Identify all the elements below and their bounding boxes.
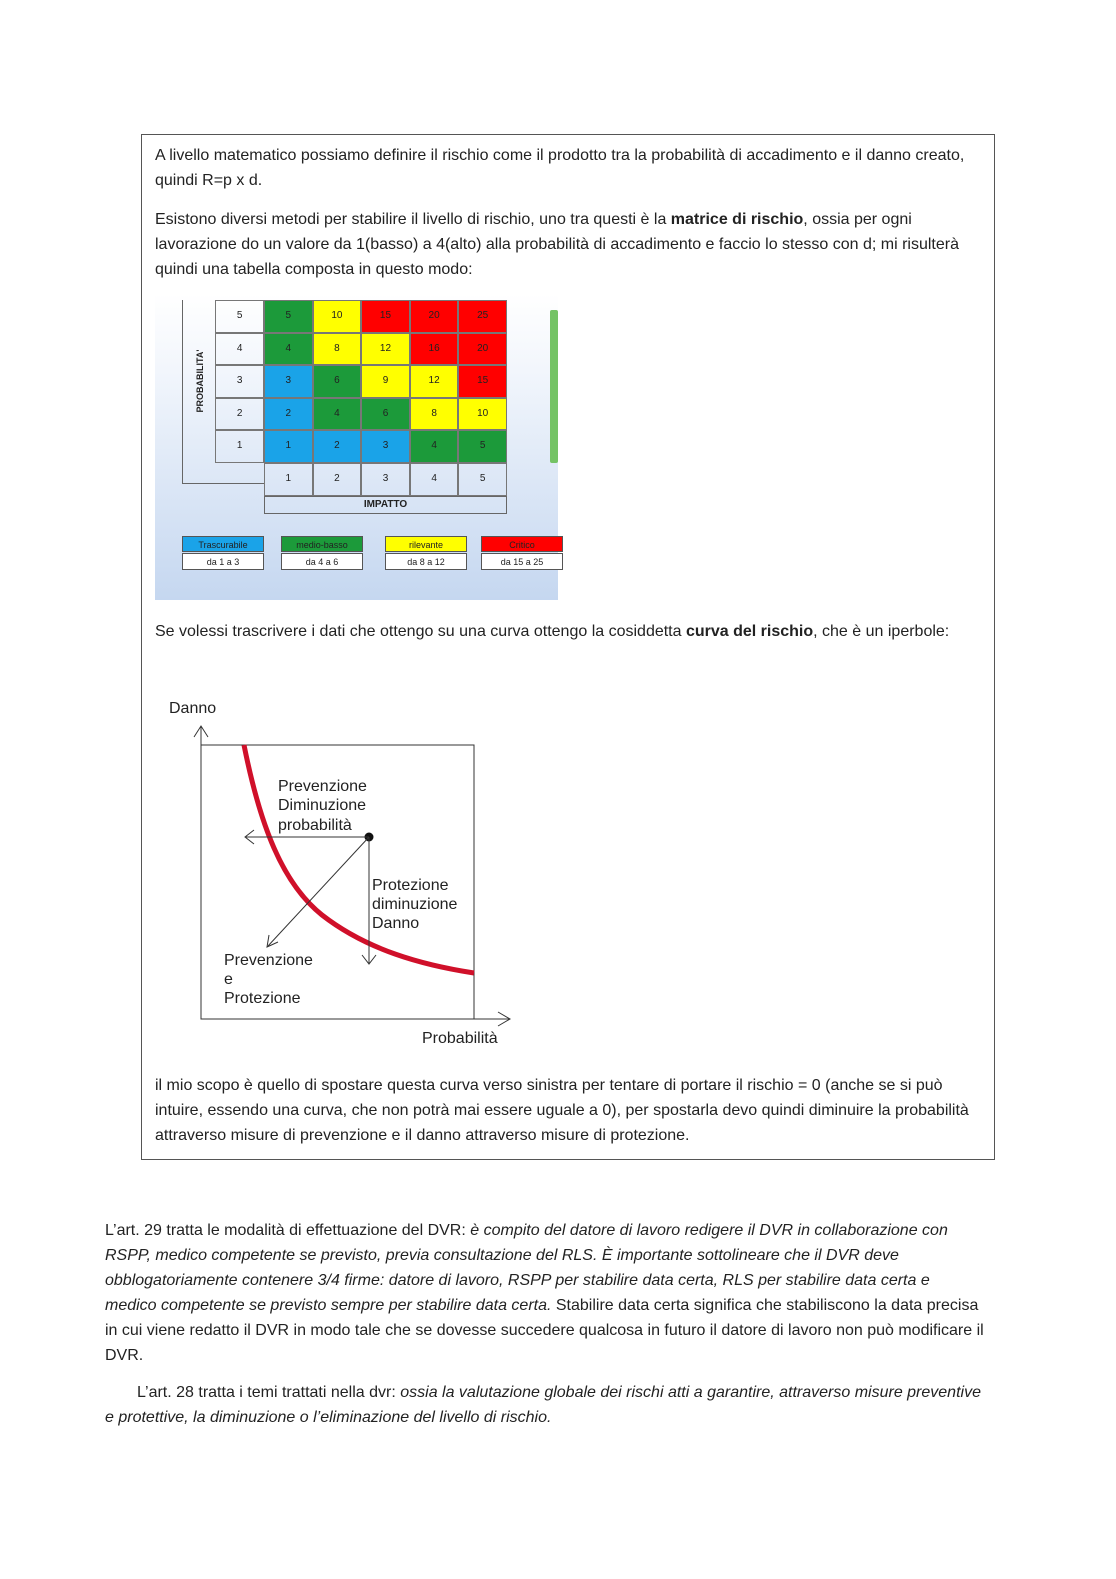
legend-range: da 8 a 12 bbox=[385, 553, 467, 570]
x-axis-title: Probabilità bbox=[422, 1030, 498, 1047]
legend-range: da 4 a 6 bbox=[281, 553, 363, 570]
y-axis-title: Danno bbox=[169, 700, 217, 717]
label-both-2: e bbox=[224, 971, 233, 988]
matrix-row-header: 5 bbox=[215, 300, 264, 333]
matrix-cell: 15 bbox=[458, 365, 507, 398]
matrix-row-header: 1 bbox=[215, 430, 264, 463]
text-art29-italic: è compito del datore di lavoro redigere il DVR in collaborazione con RSPP, medico competente se previsto, previa consultazione del RLS. È importante sottolineare che il DVR deve obblogatoriamente contenere 3/4 firme: datore di lavoro, RSPP per stabilire data certa, RLS per stabilire data certa e medico competente se previsto sempre per stabilire data certa. bbox=[105, 1222, 948, 1314]
risk-curve-chart bbox=[142, 135, 996, 1161]
matrix-cell: 4 bbox=[410, 430, 459, 463]
text-matrix-bold: matrice di rischio bbox=[670, 211, 804, 228]
matrix-cell: 16 bbox=[410, 333, 459, 366]
paragraph-curve-goal bbox=[155, 1073, 985, 1148]
label-prevention-1: Prevenzione bbox=[278, 778, 367, 795]
matrix-cell: 6 bbox=[313, 365, 362, 398]
legend-label: Critico bbox=[481, 536, 563, 552]
matrix-col-header: 2 bbox=[313, 463, 362, 496]
matrix-cell: 25 bbox=[458, 300, 507, 333]
matrix-cell: 9 bbox=[361, 365, 410, 398]
matrix-cell: 12 bbox=[410, 365, 459, 398]
matrix-cell: 10 bbox=[313, 300, 362, 333]
label-both-3: Protezione bbox=[224, 990, 301, 1007]
matrix-col-header: 4 bbox=[410, 463, 459, 496]
text-curve-goal: il mio scopo è quello di spostare questa curva verso sinistra per tentare di portare il rischio = 0 (anche se si può intuire, essendo una curva, che non potrà mai essere uguale a 0), per spostarla devo quindi diminuire la probabilità attraverso misure di prevenzione e il danno attraverso misure di protezione. bbox=[155, 1077, 969, 1144]
text-art28-intro: L’art. 28 tratta i temi trattati nella dvr: bbox=[137, 1384, 401, 1401]
label-both-1: Prevenzione bbox=[224, 952, 313, 969]
matrix-cell: 2 bbox=[264, 398, 313, 431]
label-protection-2: diminuzione bbox=[372, 896, 458, 913]
matrix-col-header: 1 bbox=[264, 463, 313, 496]
matrix-col-header: 5 bbox=[458, 463, 507, 496]
x-axis-label: IMPATTO bbox=[264, 496, 507, 514]
matrix-row-header: 3 bbox=[215, 365, 264, 398]
matrix-cell: 20 bbox=[410, 300, 459, 333]
text-art28-italic: ossia la valutazione globale dei rischi atti a garantire, attraverso misure preventive e protettive, la diminuzione o l’eliminazione del livello di rischio. bbox=[105, 1384, 981, 1426]
legend-label: medio-basso bbox=[281, 536, 363, 552]
text-matrix-rest: , ossia per ogni lavorazione do un valore da 1(basso) a 4(alto) alla probabilità di accadimento e faccio lo stesso con d; mi risulterà quindi una tabella composta in questo modo: bbox=[155, 211, 959, 278]
label-protection-1: Protezione bbox=[372, 877, 449, 894]
text-matrix-intro: Esistono diversi metodi per stabilire il livello di rischio, uno tra questi è la bbox=[155, 211, 671, 228]
text-art29-rest: Stabilire data certa significa che stabiliscono la data precisa in cui viene redatto il DVR in modo tale che se dovesse succedere qualcosa in futuro il datore di lavoro non può modificare il DVR. bbox=[105, 1297, 984, 1364]
legend-range: da 1 a 3 bbox=[182, 553, 264, 570]
matrix-cell: 4 bbox=[313, 398, 362, 431]
matrix-cell: 8 bbox=[313, 333, 362, 366]
matrix-cell: 6 bbox=[361, 398, 410, 431]
matrix-cell: 3 bbox=[264, 365, 313, 398]
matrix-cell: 5 bbox=[264, 300, 313, 333]
legend-label: rilevante bbox=[385, 536, 467, 552]
matrix-cell: 4 bbox=[264, 333, 313, 366]
legend-label: Trascurabile bbox=[182, 536, 264, 552]
boxed-section bbox=[141, 134, 995, 1160]
matrix-cell: 8 bbox=[410, 398, 459, 431]
text-curve-rest: , che è un iperbole: bbox=[813, 623, 950, 640]
label-prevention-3: probabilità bbox=[278, 817, 352, 834]
paragraph-art29 bbox=[105, 1218, 985, 1368]
text-risk-definition: A livello matematico possiamo definire il rischio come il prodotto tra la probabilità di accadimento e il danno creato, quindi R=p x d. bbox=[155, 147, 965, 189]
matrix-cell: 20 bbox=[458, 333, 507, 366]
label-prevention-2: Diminuzione bbox=[278, 797, 367, 814]
paragraph-art28 bbox=[105, 1380, 985, 1430]
matrix-cell: 3 bbox=[361, 430, 410, 463]
legend-range: da 15 a 25 bbox=[481, 553, 563, 570]
label-protection-3: Danno bbox=[372, 915, 420, 932]
combined-arrow bbox=[268, 837, 369, 946]
matrix-cell: 5 bbox=[458, 430, 507, 463]
matrix-cell: 15 bbox=[361, 300, 410, 333]
matrix-cell: 12 bbox=[361, 333, 410, 366]
text-curve-intro: Se volessi trascrivere i dati che ottengo su una curva ottengo la cosiddetta bbox=[155, 623, 686, 640]
matrix-cell: 10 bbox=[458, 398, 507, 431]
text-art29-intro: L’art. 29 tratta le modalità di effettuazione del DVR: bbox=[105, 1222, 471, 1239]
matrix-cell: 2 bbox=[313, 430, 362, 463]
matrix-cell: 1 bbox=[264, 430, 313, 463]
matrix-row-header: 4 bbox=[215, 333, 264, 366]
matrix-row-header: 2 bbox=[215, 398, 264, 431]
text-curve-bold: curva del rischio bbox=[685, 623, 814, 640]
matrix-col-header: 3 bbox=[361, 463, 410, 496]
y-axis-label: PROBABILITA' bbox=[195, 349, 205, 413]
